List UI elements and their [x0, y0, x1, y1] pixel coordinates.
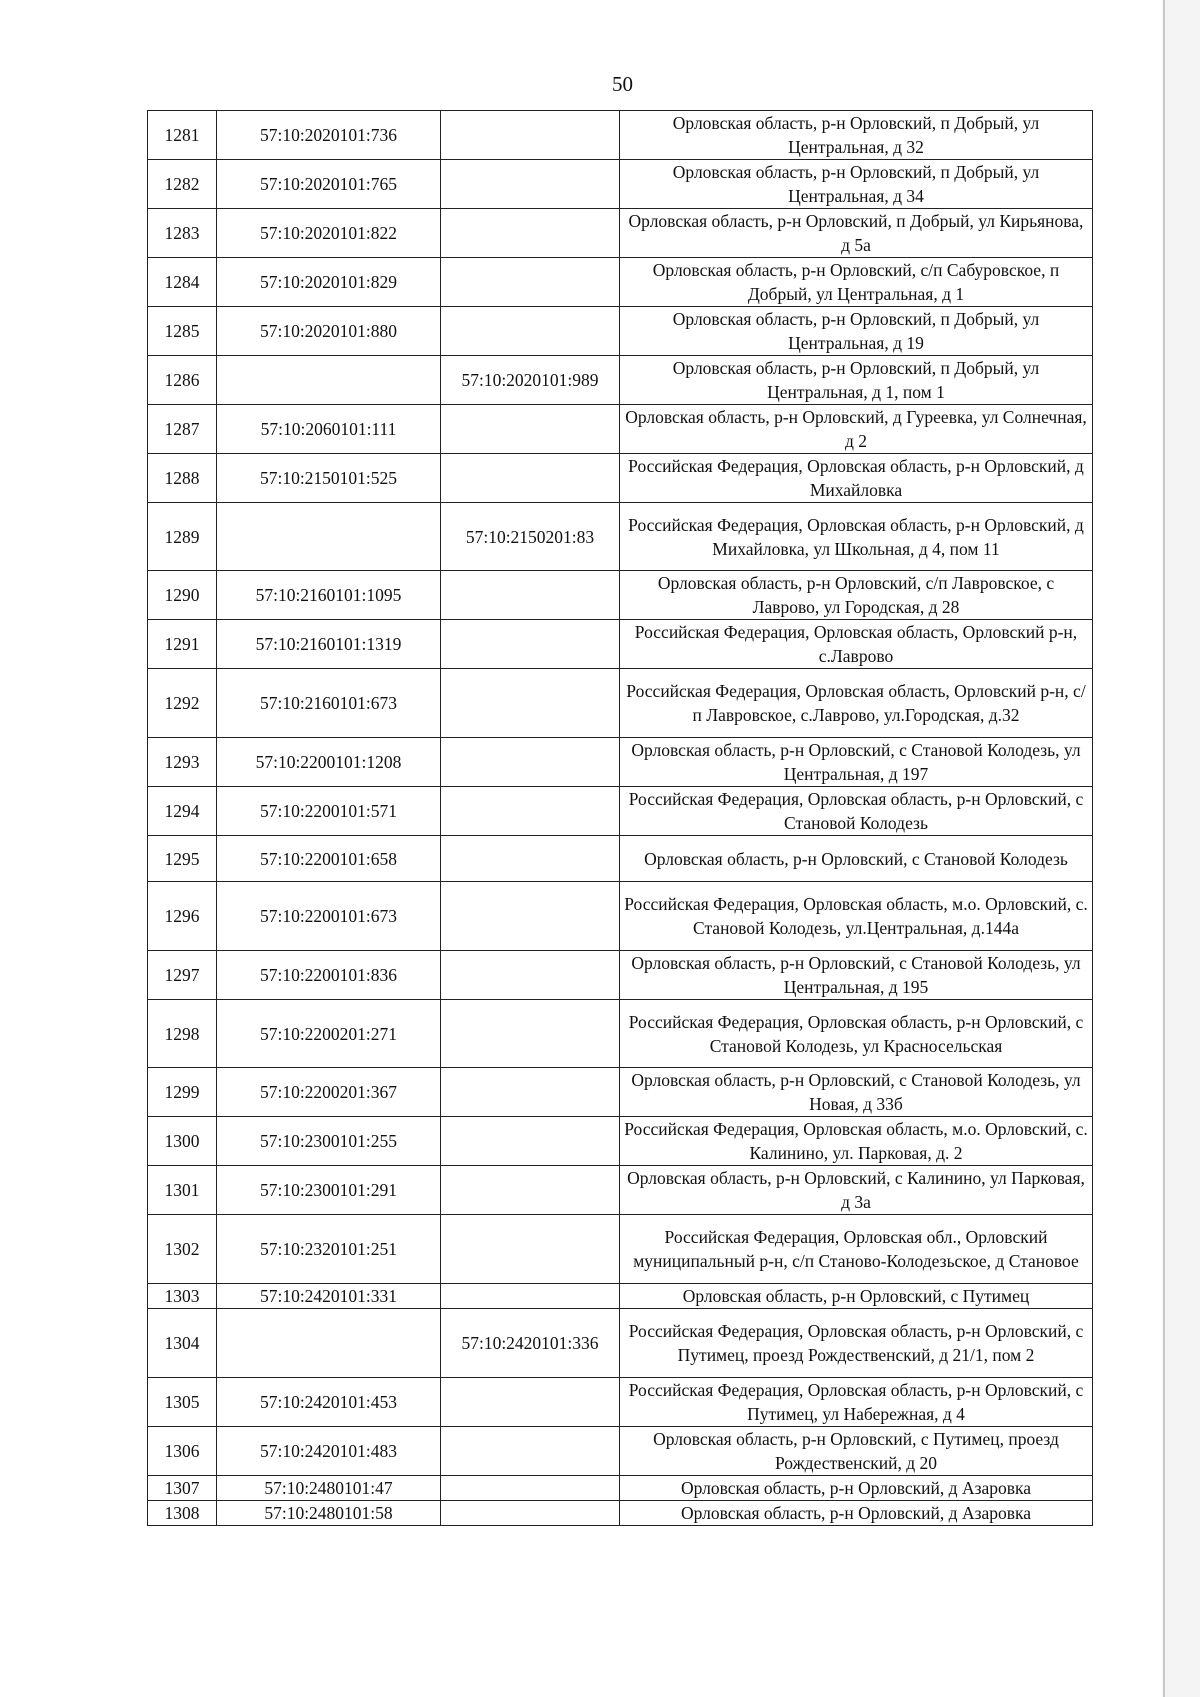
cadastral-number-cell: [217, 503, 441, 571]
cadastral-number-cell: 57:10:2020101:736: [217, 111, 441, 160]
address-cell: Российская Федерация, Орловская область, Орловский р-н, с/п Лавровское, с.Лаврово, ул.Городская, д.32: [620, 669, 1093, 738]
address-cell: Российская Федерация, Орловская область, р-н Орловский, с Становой Колодезь: [620, 787, 1093, 836]
room-cadastral-number-cell: [441, 1284, 620, 1309]
table-row: [148, 1427, 1093, 1476]
address-cell: Российская Федерация, Орловская область, р-н Орловский, д Михайловка, ул Школьная, д 4, пом 11: [620, 503, 1093, 571]
table-row: [148, 1309, 1093, 1378]
address-cell: Орловская область, р-н Орловский, п Добрый, ул Центральная, д 1, пом 1: [620, 356, 1093, 405]
table-row: [148, 1284, 1093, 1309]
page-edge-line: [1163, 0, 1165, 1697]
table-row: [148, 454, 1093, 503]
row-number-cell: 1285: [148, 307, 217, 356]
cadastral-number-cell: 57:10:2160101:673: [217, 669, 441, 738]
table-row: [148, 951, 1093, 1000]
cadastral-number-cell: 57:10:2300101:291: [217, 1166, 441, 1215]
row-number-cell: 1300: [148, 1117, 217, 1166]
address-cell: Орловская область, р-н Орловский, с Становой Колодезь, ул Центральная, д 195: [620, 951, 1093, 1000]
room-cadastral-number-cell: [441, 111, 620, 160]
address-cell: Орловская область, р-н Орловский, с Становой Колодезь, ул Центральная, д 197: [620, 738, 1093, 787]
row-number-cell: 1293: [148, 738, 217, 787]
row-number-cell: 1292: [148, 669, 217, 738]
address-cell: Орловская область, р-н Орловский, д Азаровка: [620, 1476, 1093, 1501]
room-cadastral-number-cell: 57:10:2150201:83: [441, 503, 620, 571]
cadastral-number-cell: 57:10:2160101:1319: [217, 620, 441, 669]
table-row: [148, 836, 1093, 882]
row-number-cell: 1295: [148, 836, 217, 882]
address-cell: Орловская область, р-н Орловский, с/п Сабуровское, п Добрый, ул Центральная, д 1: [620, 258, 1093, 307]
cadastral-number-cell: 57:10:2150101:525: [217, 454, 441, 503]
cadastral-number-cell: 57:10:2420101:483: [217, 1427, 441, 1476]
table-row: [148, 356, 1093, 405]
address-cell: Орловская область, р-н Орловский, с Калинино, ул Парковая, д 3а: [620, 1166, 1093, 1215]
cadastral-number-cell: 57:10:2200101:1208: [217, 738, 441, 787]
table-row: [148, 405, 1093, 454]
address-cell: Орловская область, р-н Орловский, с Путимец, проезд Рождественский, д 20: [620, 1427, 1093, 1476]
cadastral-number-cell: 57:10:2200101:571: [217, 787, 441, 836]
room-cadastral-number-cell: [441, 1000, 620, 1068]
table-row: [148, 503, 1093, 571]
cadastral-number-cell: 57:10:2060101:111: [217, 405, 441, 454]
address-cell: Российская Федерация, Орловская область, р-н Орловский, с Путимец, ул Набережная, д 4: [620, 1378, 1093, 1427]
room-cadastral-number-cell: [441, 1215, 620, 1284]
table-row: [148, 1068, 1093, 1117]
cadastral-number-cell: 57:10:2200101:673: [217, 882, 441, 951]
table-row: [148, 787, 1093, 836]
address-cell: Российская Федерация, Орловская область, р-н Орловский, с Путимец, проезд Рождественский, д 21/1, пом 2: [620, 1309, 1093, 1378]
room-cadastral-number-cell: 57:10:2020101:989: [441, 356, 620, 405]
room-cadastral-number-cell: [441, 669, 620, 738]
room-cadastral-number-cell: [441, 307, 620, 356]
room-cadastral-number-cell: [441, 454, 620, 503]
address-cell: Орловская область, р-н Орловский, с Становой Колодезь, ул Новая, д 33б: [620, 1068, 1093, 1117]
table-row: [148, 258, 1093, 307]
row-number-cell: 1296: [148, 882, 217, 951]
table-row: [148, 1501, 1093, 1526]
table-row: [148, 571, 1093, 620]
row-number-cell: 1301: [148, 1166, 217, 1215]
table-row: [148, 307, 1093, 356]
row-number-cell: 1290: [148, 571, 217, 620]
address-cell: Орловская область, р-н Орловский, д Азаровка: [620, 1501, 1093, 1526]
row-number-cell: 1297: [148, 951, 217, 1000]
row-number-cell: 1304: [148, 1309, 217, 1378]
row-number-cell: 1282: [148, 160, 217, 209]
cadastral-number-cell: [217, 1309, 441, 1378]
registry-table: [147, 110, 1093, 1526]
room-cadastral-number-cell: [441, 571, 620, 620]
cadastral-number-cell: 57:10:2200201:271: [217, 1000, 441, 1068]
row-number-cell: 1284: [148, 258, 217, 307]
room-cadastral-number-cell: [441, 209, 620, 258]
address-cell: Российская Федерация, Орловская область, м.о. Орловский, с. Калинино, ул. Парковая, д. 2: [620, 1117, 1093, 1166]
cadastral-number-cell: 57:10:2020101:822: [217, 209, 441, 258]
room-cadastral-number-cell: 57:10:2420101:336: [441, 1309, 620, 1378]
room-cadastral-number-cell: [441, 1068, 620, 1117]
cadastral-number-cell: 57:10:2020101:880: [217, 307, 441, 356]
room-cadastral-number-cell: [441, 882, 620, 951]
address-cell: Орловская область, р-н Орловский, с/п Лавровское, с Лаврово, ул Городская, д 28: [620, 571, 1093, 620]
cadastral-number-cell: 57:10:2200101:658: [217, 836, 441, 882]
cadastral-number-cell: 57:10:2300101:255: [217, 1117, 441, 1166]
table-row: [148, 209, 1093, 258]
room-cadastral-number-cell: [441, 1427, 620, 1476]
address-cell: Российская Федерация, Орловская область, р-н Орловский, д Михайловка: [620, 454, 1093, 503]
cadastral-number-cell: [217, 356, 441, 405]
room-cadastral-number-cell: [441, 1166, 620, 1215]
row-number-cell: 1308: [148, 1501, 217, 1526]
table-row: [148, 1000, 1093, 1068]
table-row: [148, 1476, 1093, 1501]
row-number-cell: 1291: [148, 620, 217, 669]
row-number-cell: 1307: [148, 1476, 217, 1501]
address-cell: Орловская область, р-н Орловский, д Гуреевка, ул Солнечная, д 2: [620, 405, 1093, 454]
room-cadastral-number-cell: [441, 951, 620, 1000]
room-cadastral-number-cell: [441, 258, 620, 307]
row-number-cell: 1298: [148, 1000, 217, 1068]
row-number-cell: 1306: [148, 1427, 217, 1476]
cadastral-number-cell: 57:10:2020101:765: [217, 160, 441, 209]
address-cell: Российская Федерация, Орловская область, р-н Орловский, с Становой Колодезь, ул Красносельская: [620, 1000, 1093, 1068]
table-row: [148, 669, 1093, 738]
address-cell: Российская Федерация, Орловская область, Орловский р-н, с.Лаврово: [620, 620, 1093, 669]
table-row: [148, 160, 1093, 209]
address-cell: Орловская область, р-н Орловский, с Путимец: [620, 1284, 1093, 1309]
cadastral-number-cell: 57:10:2420101:331: [217, 1284, 441, 1309]
room-cadastral-number-cell: [441, 787, 620, 836]
address-cell: Орловская область, р-н Орловский, с Становой Колодезь: [620, 836, 1093, 882]
cadastral-number-cell: 57:10:2200101:836: [217, 951, 441, 1000]
table-row: [148, 1166, 1093, 1215]
table-row: [148, 111, 1093, 160]
cadastral-number-cell: 57:10:2480101:47: [217, 1476, 441, 1501]
row-number-cell: 1281: [148, 111, 217, 160]
cadastral-number-cell: 57:10:2200201:367: [217, 1068, 441, 1117]
address-cell: Российская Федерация, Орловская область, м.о. Орловский, с. Становой Колодезь, ул.Центральная, д.144а: [620, 882, 1093, 951]
row-number-cell: 1289: [148, 503, 217, 571]
page-number: 50: [612, 72, 633, 96]
row-number-cell: 1303: [148, 1284, 217, 1309]
row-number-cell: 1299: [148, 1068, 217, 1117]
registry-table-body: [148, 111, 1093, 1526]
room-cadastral-number-cell: [441, 160, 620, 209]
address-cell: Орловская область, р-н Орловский, п Добрый, ул Центральная, д 32: [620, 111, 1093, 160]
address-cell: Орловская область, р-н Орловский, п Добрый, ул Кирьянова, д 5а: [620, 209, 1093, 258]
row-number-cell: 1283: [148, 209, 217, 258]
address-cell: Российская Федерация, Орловская обл., Орловский муниципальный р-н, с/п Становo-Колодезьское, д Становое: [620, 1215, 1093, 1284]
table-row: [148, 1117, 1093, 1166]
table-row: [148, 738, 1093, 787]
room-cadastral-number-cell: [441, 620, 620, 669]
cadastral-number-cell: 57:10:2320101:251: [217, 1215, 441, 1284]
room-cadastral-number-cell: [441, 836, 620, 882]
room-cadastral-number-cell: [441, 738, 620, 787]
table-row: [148, 1378, 1093, 1427]
row-number-cell: 1305: [148, 1378, 217, 1427]
address-cell: Орловская область, р-н Орловский, п Добрый, ул Центральная, д 19: [620, 307, 1093, 356]
cadastral-number-cell: 57:10:2420101:453: [217, 1378, 441, 1427]
row-number-cell: 1294: [148, 787, 217, 836]
cadastral-number-cell: 57:10:2480101:58: [217, 1501, 441, 1526]
table-row: [148, 620, 1093, 669]
address-cell: Орловская область, р-н Орловский, п Добрый, ул Центральная, д 34: [620, 160, 1093, 209]
row-number-cell: 1302: [148, 1215, 217, 1284]
room-cadastral-number-cell: [441, 1501, 620, 1526]
room-cadastral-number-cell: [441, 1378, 620, 1427]
cadastral-number-cell: 57:10:2160101:1095: [217, 571, 441, 620]
row-number-cell: 1286: [148, 356, 217, 405]
cadastral-number-cell: 57:10:2020101:829: [217, 258, 441, 307]
room-cadastral-number-cell: [441, 405, 620, 454]
table-row: [148, 882, 1093, 951]
room-cadastral-number-cell: [441, 1476, 620, 1501]
row-number-cell: 1287: [148, 405, 217, 454]
table-row: [148, 1215, 1093, 1284]
row-number-cell: 1288: [148, 454, 217, 503]
room-cadastral-number-cell: [441, 1117, 620, 1166]
